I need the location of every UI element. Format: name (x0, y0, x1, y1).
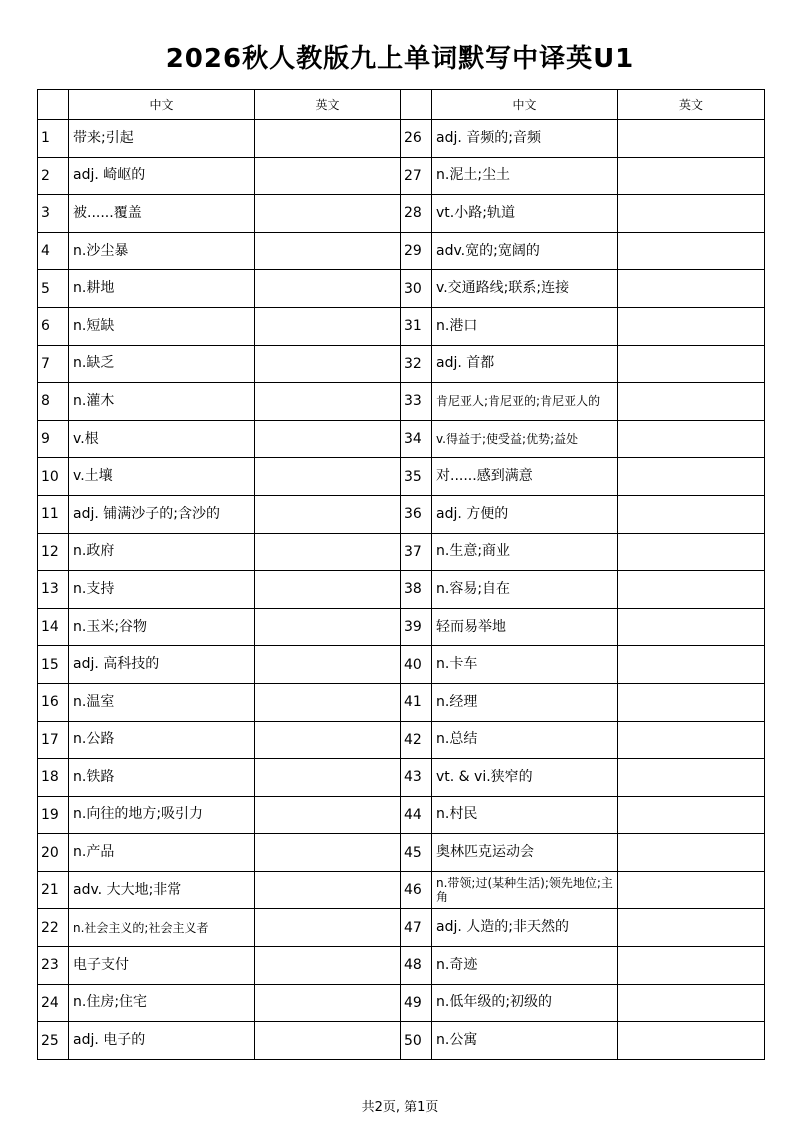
word-number: 8 (38, 383, 69, 421)
chinese-meaning: adj. 方便的 (432, 495, 618, 533)
english-answer-blank[interactable] (255, 458, 401, 496)
english-answer-blank[interactable] (255, 721, 401, 759)
word-number: 15 (38, 646, 69, 684)
english-answer-blank[interactable] (618, 646, 765, 684)
page-footer: 共2页, 第1页 (361, 1100, 439, 1115)
english-answer-blank[interactable] (255, 834, 401, 872)
chinese-meaning: n.铁路 (69, 759, 255, 797)
word-number: 5 (38, 270, 69, 308)
word-number: 12 (38, 533, 69, 571)
word-number: 28 (401, 195, 432, 233)
english-answer-blank[interactable] (255, 909, 401, 947)
word-number: 30 (401, 270, 432, 308)
english-answer-blank[interactable] (618, 345, 765, 383)
vocabulary-table (37, 89, 765, 1060)
english-answer-blank[interactable] (255, 796, 401, 834)
header-number-right (401, 90, 432, 120)
table-row (38, 909, 765, 947)
header-english-left: 英文 (255, 90, 401, 120)
chinese-meaning: n.政府 (69, 533, 255, 571)
english-answer-blank[interactable] (618, 871, 765, 909)
word-number: 18 (38, 759, 69, 797)
word-number: 44 (401, 796, 432, 834)
table-row (38, 157, 765, 195)
english-answer-blank[interactable] (618, 571, 765, 609)
english-answer-blank[interactable] (255, 495, 401, 533)
word-number: 42 (401, 721, 432, 759)
table-row (38, 608, 765, 646)
english-answer-blank[interactable] (618, 495, 765, 533)
chinese-meaning: vt.小路;轨道 (432, 195, 618, 233)
word-number: 9 (38, 420, 69, 458)
word-number: 32 (401, 345, 432, 383)
english-answer-blank[interactable] (618, 420, 765, 458)
word-number: 38 (401, 571, 432, 609)
chinese-meaning: n.公寓 (432, 1022, 618, 1060)
word-number: 13 (38, 571, 69, 609)
table-header-row (38, 90, 765, 120)
chinese-meaning: n.社会主义的;社会主义者 (69, 909, 255, 947)
table-row (38, 796, 765, 834)
word-number: 17 (38, 721, 69, 759)
chinese-meaning: n.港口 (432, 307, 618, 345)
table-row (38, 683, 765, 721)
chinese-meaning: adj. 首都 (432, 345, 618, 383)
chinese-meaning: n.奇迹 (432, 947, 618, 985)
chinese-meaning: v.根 (69, 420, 255, 458)
word-number: 16 (38, 683, 69, 721)
table-row (38, 571, 765, 609)
english-answer-blank[interactable] (255, 195, 401, 233)
english-answer-blank[interactable] (618, 759, 765, 797)
chinese-meaning: n.灌木 (69, 383, 255, 421)
table-row (38, 458, 765, 496)
chinese-meaning: n.耕地 (69, 270, 255, 308)
chinese-meaning: n.经理 (432, 683, 618, 721)
english-answer-blank[interactable] (255, 270, 401, 308)
word-number: 26 (401, 120, 432, 158)
english-answer-blank[interactable] (618, 834, 765, 872)
table-row (38, 270, 765, 308)
english-answer-blank[interactable] (255, 1022, 401, 1060)
english-answer-blank[interactable] (255, 345, 401, 383)
english-answer-blank[interactable] (255, 120, 401, 158)
table-row (38, 383, 765, 421)
word-number: 10 (38, 458, 69, 496)
word-number: 20 (38, 834, 69, 872)
english-answer-blank[interactable] (618, 533, 765, 571)
english-answer-blank[interactable] (255, 383, 401, 421)
table-row (38, 420, 765, 458)
word-number: 34 (401, 420, 432, 458)
word-number: 11 (38, 495, 69, 533)
word-number: 27 (401, 157, 432, 195)
english-answer-blank[interactable] (255, 759, 401, 797)
english-answer-blank[interactable] (618, 307, 765, 345)
chinese-meaning: n.沙尘暴 (69, 232, 255, 270)
chinese-meaning: n.生意;商业 (432, 533, 618, 571)
english-answer-blank[interactable] (618, 683, 765, 721)
english-answer-blank[interactable] (618, 232, 765, 270)
english-answer-blank[interactable] (255, 646, 401, 684)
table-row (38, 721, 765, 759)
word-number: 23 (38, 947, 69, 985)
english-answer-blank[interactable] (255, 571, 401, 609)
english-answer-blank[interactable] (618, 721, 765, 759)
chinese-meaning: v.土壤 (69, 458, 255, 496)
chinese-meaning: 对......感到满意 (432, 458, 618, 496)
english-answer-blank[interactable] (255, 157, 401, 195)
chinese-meaning: n.向往的地方;吸引力 (69, 796, 255, 834)
word-number: 14 (38, 608, 69, 646)
word-number: 40 (401, 646, 432, 684)
chinese-meaning: n.缺乏 (69, 345, 255, 383)
word-number: 47 (401, 909, 432, 947)
word-number: 36 (401, 495, 432, 533)
page-title: 2026秋人教版九上单词默写中译英U1 (165, 44, 635, 74)
word-number: 41 (401, 683, 432, 721)
table-row (38, 195, 765, 233)
table-row (38, 232, 765, 270)
table-row (38, 947, 765, 985)
english-answer-blank[interactable] (618, 120, 765, 158)
chinese-meaning: adj. 电子的 (69, 1022, 255, 1060)
word-number: 45 (401, 834, 432, 872)
word-number: 49 (401, 984, 432, 1022)
english-answer-blank[interactable] (255, 871, 401, 909)
header-english-right: 英文 (618, 90, 765, 120)
chinese-meaning: 轻而易举地 (432, 608, 618, 646)
english-answer-blank[interactable] (618, 947, 765, 985)
chinese-meaning: 带来;引起 (69, 120, 255, 158)
chinese-meaning: adv. 大大地;非常 (69, 871, 255, 909)
word-number: 35 (401, 458, 432, 496)
word-number: 46 (401, 871, 432, 909)
table-row (38, 871, 765, 909)
table-row (38, 345, 765, 383)
word-number: 22 (38, 909, 69, 947)
chinese-meaning: n.公路 (69, 721, 255, 759)
english-answer-blank[interactable] (255, 307, 401, 345)
chinese-meaning: n.短缺 (69, 307, 255, 345)
word-number: 24 (38, 984, 69, 1022)
table-row (38, 533, 765, 571)
table-row (38, 307, 765, 345)
header-chinese-right: 中文 (432, 90, 618, 120)
english-answer-blank[interactable] (618, 796, 765, 834)
chinese-meaning: 被......覆盖 (69, 195, 255, 233)
chinese-meaning: 肯尼亚人;肯尼亚的;肯尼亚人的 (432, 383, 618, 421)
chinese-meaning: adj. 铺满沙子的;含沙的 (69, 495, 255, 533)
english-answer-blank[interactable] (618, 195, 765, 233)
header-chinese-left: 中文 (69, 90, 255, 120)
word-number: 6 (38, 307, 69, 345)
chinese-meaning: adj. 音频的;音频 (432, 120, 618, 158)
english-answer-blank[interactable] (618, 157, 765, 195)
word-number: 1 (38, 120, 69, 158)
chinese-meaning: adv.宽的;宽阔的 (432, 232, 618, 270)
word-number: 4 (38, 232, 69, 270)
english-answer-blank[interactable] (618, 1022, 765, 1060)
english-answer-blank[interactable] (255, 232, 401, 270)
word-number: 43 (401, 759, 432, 797)
word-number: 39 (401, 608, 432, 646)
english-answer-blank[interactable] (618, 458, 765, 496)
chinese-meaning: n.带领;过(某种生活);领先地位;主角 (432, 871, 618, 909)
chinese-meaning: n.温室 (69, 683, 255, 721)
word-number: 19 (38, 796, 69, 834)
english-answer-blank[interactable] (255, 533, 401, 571)
word-number: 25 (38, 1022, 69, 1060)
word-number: 3 (38, 195, 69, 233)
table-row (38, 984, 765, 1022)
chinese-meaning: n.低年级的;初级的 (432, 984, 618, 1022)
english-answer-blank[interactable] (255, 984, 401, 1022)
english-answer-blank[interactable] (618, 608, 765, 646)
table-row (38, 495, 765, 533)
word-number: 48 (401, 947, 432, 985)
word-number: 31 (401, 307, 432, 345)
chinese-meaning: n.住房;住宅 (69, 984, 255, 1022)
chinese-meaning: n.泥土;尘土 (432, 157, 618, 195)
word-number: 37 (401, 533, 432, 571)
table-row (38, 120, 765, 158)
chinese-meaning: n.支持 (69, 571, 255, 609)
table-row (38, 646, 765, 684)
chinese-meaning: 电子支付 (69, 947, 255, 985)
english-answer-blank[interactable] (618, 270, 765, 308)
chinese-meaning: v.交通路线;联系;连接 (432, 270, 618, 308)
chinese-meaning: n.容易;自在 (432, 571, 618, 609)
word-number: 7 (38, 345, 69, 383)
table-row (38, 834, 765, 872)
english-answer-blank[interactable] (618, 984, 765, 1022)
english-answer-blank[interactable] (255, 608, 401, 646)
word-number: 2 (38, 157, 69, 195)
chinese-meaning: adj. 高科技的 (69, 646, 255, 684)
english-answer-blank[interactable] (255, 683, 401, 721)
chinese-meaning: v.得益于;使受益;优势;益处 (432, 420, 618, 458)
table-row (38, 759, 765, 797)
header-number-left (38, 90, 69, 120)
chinese-meaning: n.卡车 (432, 646, 618, 684)
word-number: 33 (401, 383, 432, 421)
chinese-meaning: vt. & vi.狭窄的 (432, 759, 618, 797)
english-answer-blank[interactable] (618, 909, 765, 947)
chinese-meaning: adj. 人造的;非天然的 (432, 909, 618, 947)
english-answer-blank[interactable] (618, 383, 765, 421)
chinese-meaning: 奥林匹克运动会 (432, 834, 618, 872)
english-answer-blank[interactable] (255, 420, 401, 458)
word-number: 29 (401, 232, 432, 270)
chinese-meaning: n.村民 (432, 796, 618, 834)
word-number: 50 (401, 1022, 432, 1060)
chinese-meaning: n.产品 (69, 834, 255, 872)
table-row (38, 1022, 765, 1060)
chinese-meaning: n.玉米;谷物 (69, 608, 255, 646)
word-number: 21 (38, 871, 69, 909)
chinese-meaning: adj. 崎岖的 (69, 157, 255, 195)
chinese-meaning: n.总结 (432, 721, 618, 759)
english-answer-blank[interactable] (255, 947, 401, 985)
